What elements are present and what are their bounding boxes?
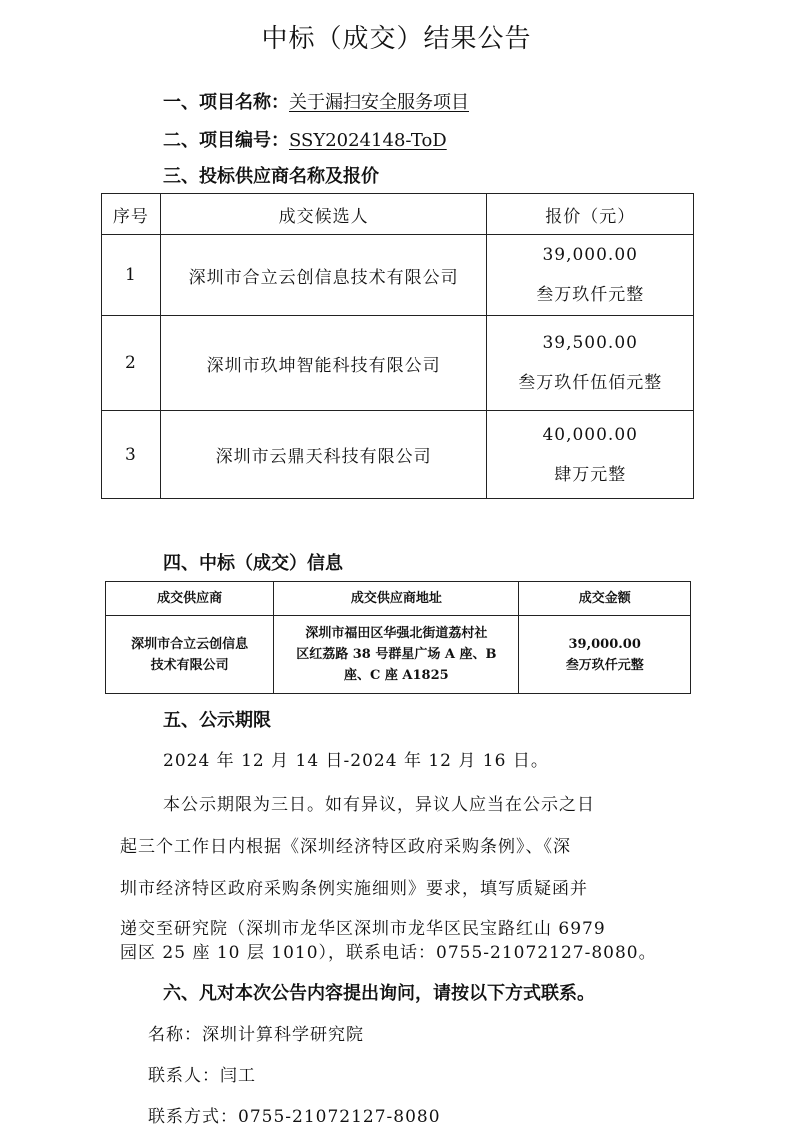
header-supplier: 成交供应商 bbox=[106, 582, 274, 616]
table-row bbox=[102, 316, 694, 411]
section-bids-heading: 三、投标供应商名称及报价 bbox=[163, 166, 379, 187]
section-period-heading: 五、公示期限 bbox=[163, 710, 271, 731]
project-name-row bbox=[163, 88, 469, 114]
row-no: 3 bbox=[102, 411, 161, 499]
row-candidate: 深圳市云鼎天科技有限公司 bbox=[160, 411, 487, 499]
row-candidate: 深圳市玖坤智能科技有限公司 bbox=[160, 316, 487, 411]
price-text: 叁万玖仟元整 bbox=[536, 285, 645, 305]
award-table bbox=[105, 581, 691, 694]
price-number: 40,000.00 bbox=[542, 424, 638, 445]
award-amount-number: 39,000.00 bbox=[568, 636, 641, 652]
project-number-row bbox=[163, 126, 447, 152]
section-award-heading: 四、中标（成交）信息 bbox=[163, 553, 343, 574]
notice-line: 圳市经济特区政府采购条例实施细则》要求，填写质疑函并 bbox=[120, 879, 588, 899]
table-row bbox=[102, 235, 694, 316]
supplier-line: 深圳市合立云创信息 bbox=[131, 636, 249, 652]
price-text: 叁万玖仟伍佰元整 bbox=[518, 373, 663, 393]
header-candidate: 成交候选人 bbox=[160, 194, 487, 235]
section-contact-heading: 六、凡对本次公告内容提出询问，请按以下方式联系。 bbox=[163, 983, 595, 1004]
award-amount-text: 叁万玖仟元整 bbox=[565, 657, 644, 673]
table-row bbox=[106, 616, 691, 694]
contact-person: 联系人：闫工 bbox=[148, 1066, 256, 1086]
table-row bbox=[102, 411, 694, 499]
award-table-header bbox=[106, 582, 691, 616]
header-amount: 成交金额 bbox=[519, 582, 691, 616]
project-number-value: SSY2024148-ToD bbox=[289, 130, 447, 151]
row-no: 1 bbox=[102, 235, 161, 316]
bids-table-header bbox=[102, 194, 694, 235]
award-amount bbox=[519, 616, 691, 694]
price-number: 39,000.00 bbox=[542, 245, 638, 265]
price-number: 39,500.00 bbox=[542, 333, 638, 353]
row-price bbox=[487, 411, 694, 499]
row-candidate: 深圳市合立云创信息技术有限公司 bbox=[160, 235, 487, 316]
price-text: 肆万元整 bbox=[554, 464, 627, 485]
award-address bbox=[274, 616, 519, 694]
project-number-label: 二、项目编号： bbox=[163, 130, 289, 151]
award-supplier bbox=[106, 616, 274, 694]
address-line: 深圳市福田区华强北街道荔村社 bbox=[305, 626, 488, 641]
address-line: 区红荔路 38 号群星广场 A 座、B bbox=[296, 647, 497, 662]
row-price bbox=[487, 235, 694, 316]
contact-name: 名称：深圳计算科学研究院 bbox=[148, 1025, 364, 1045]
address-line: 座、C 座 A1825 bbox=[344, 668, 449, 683]
notice-line: 园区 25 座 10 层 1010），联系电话：0755-21072127-8080。 bbox=[120, 943, 657, 963]
header-price: 报价（元） bbox=[487, 194, 694, 235]
bids-table bbox=[101, 193, 694, 499]
header-no: 序号 bbox=[102, 194, 161, 235]
notice-line: 递交至研究院（深圳市龙华区深圳市龙华区民宝路红山 6979 bbox=[120, 919, 606, 939]
project-name-label: 一、项目名称： bbox=[163, 92, 289, 113]
supplier-line: 技术有限公司 bbox=[150, 657, 229, 673]
project-name-value: 关于漏扫安全服务项目 bbox=[289, 92, 469, 113]
notice-line: 本公示期限为三日。如有异议，异议人应当在公示之日 bbox=[163, 795, 595, 815]
contact-phone: 联系方式：0755-21072127-8080 bbox=[148, 1107, 441, 1127]
row-price bbox=[487, 316, 694, 411]
row-no: 2 bbox=[102, 316, 161, 411]
header-address: 成交供应商地址 bbox=[274, 582, 519, 616]
notice-line: 起三个工作日内根据《深圳经济特区政府采购条例》、《深 bbox=[120, 837, 571, 857]
page-title: 中标（成交）结果公告 bbox=[261, 24, 532, 54]
period-text: 2024 年 12 月 14 日-2024 年 12 月 16 日。 bbox=[163, 751, 549, 771]
